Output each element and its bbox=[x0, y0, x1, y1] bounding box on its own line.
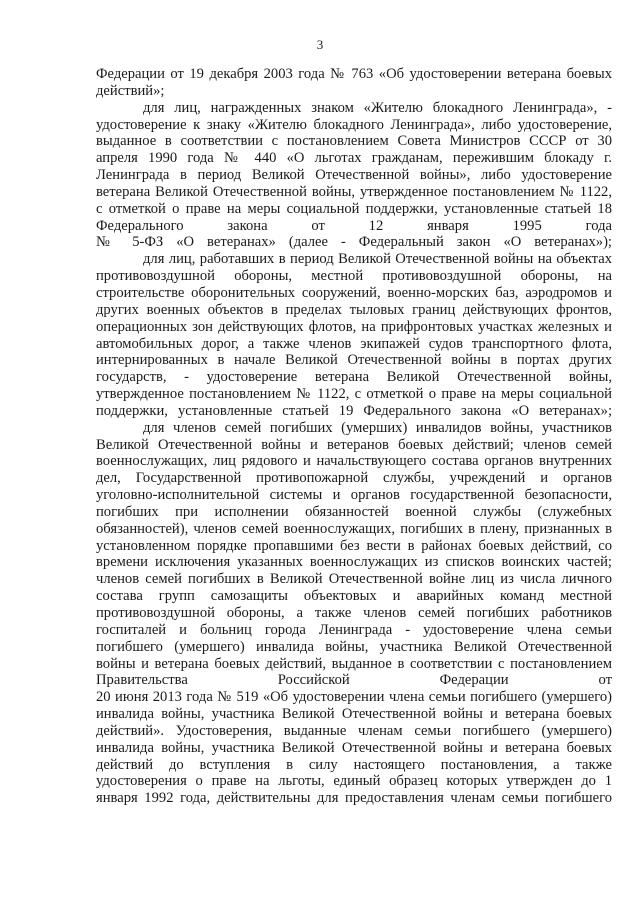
text-line: установленном порядке пропавшими без вести в районах боевых действий, со bbox=[96, 537, 612, 554]
text-line: дел, Государственной противопожарной службы, учреждений и органов bbox=[96, 470, 612, 487]
text-line: № 5-ФЗ «О ветеранах» (далее - Федеральный закон «О ветеранах»); bbox=[96, 234, 612, 251]
text-line: удостоверения о праве на льготы, единый образец которых утвержден до 1 bbox=[96, 773, 612, 790]
text-line: автомобильных дорог, а также членов экипажей судов транспортного флота, bbox=[96, 335, 612, 352]
text-line: удостоверение к знаку «Жителю блокадного Ленинграда», либо удостоверение, bbox=[96, 116, 612, 133]
text-line: войны и ветерана боевых действий, выданное в соответствии с постановлением bbox=[96, 655, 612, 672]
text-line: ветерана Великой Отечественной войны, утвержденное постановлением № 1122, bbox=[96, 183, 612, 200]
text-line: поддержки, установленные статьей 19 Федерального закона «О ветеранах»; bbox=[96, 402, 612, 419]
text-line: членов семей погибших в Великой Отечественной войне лиц из числа личного bbox=[96, 571, 612, 588]
text-line: операционных зон действующих флотов, на прифронтовых участках железных и bbox=[96, 318, 612, 335]
text-line: января 1992 года, действительны для предоставления членам семьи погибшего bbox=[96, 790, 612, 807]
text-line: 20 июня 2013 года № 519 «Об удостоверении члена семьи погибшего (умершего) bbox=[96, 689, 612, 706]
text-line: для лиц, работавших в период Великой Отечественной войны на объектах bbox=[143, 251, 612, 268]
text-line: Федерального закона от 12 января 1995 года bbox=[96, 217, 612, 234]
text-line: противовоздушной обороны, а также членов семей погибших работников bbox=[96, 605, 612, 621]
text-line: для лиц, награжденных знаком «Жителю блокадного Ленинграда», - bbox=[143, 99, 612, 116]
text-line: военнослужащих, лиц рядового и начальствующего состава органов внутренних bbox=[96, 453, 612, 470]
text-line: погибших при исполнении обязанностей военной службы (служебных bbox=[96, 503, 612, 520]
text-line: времени исключения указанных военнослужащих из списков воинских частей; bbox=[96, 554, 612, 571]
text-line: утвержденное постановлением № 1122, с отметкой о праве на меры социальной bbox=[96, 386, 612, 403]
text-line: состава групп самозащиты объектовых и аварийных команд местной bbox=[96, 588, 612, 605]
text-line: действий»; bbox=[96, 82, 165, 99]
text-line: противовоздушной обороны, местной противовоздушной обороны, на bbox=[96, 268, 612, 285]
page-number: 3 bbox=[316, 37, 324, 52]
text-line: уголовно-исполнительной системы и органов государственной безопасности, bbox=[96, 487, 612, 504]
text-line: Федерации от 19 декабря 2003 года № 763 «Об удостоверении ветерана боевых bbox=[96, 66, 612, 82]
document-body bbox=[96, 66, 612, 807]
text-line: Ленинграда в период Великой Отечественной войны», либо удостоверение bbox=[96, 167, 612, 184]
text-line: государств, - удостоверение ветерана Великой Отечественной войны, bbox=[96, 369, 612, 386]
text-line: Правительства Российской Федерации от bbox=[96, 672, 612, 689]
text-line: обязанностей), членов семей военнослужащих, погибших в плену, признанных в bbox=[96, 520, 612, 537]
text-line: инвалида войны, участника Великой Отечественной войны и ветерана боевых bbox=[96, 706, 612, 723]
text-line: действий до вступления в силу настоящего постановления, а также bbox=[96, 756, 612, 773]
text-line: погибшего (умершего) инвалида войны, участника Великой Отечественной bbox=[96, 638, 612, 655]
text-line: с отметкой о праве на меры социальной поддержки, установленные статьей 18 bbox=[96, 200, 612, 217]
text-line: других военных объектов в пределах тыловых границ действующих фронтов, bbox=[96, 301, 612, 318]
text-line: инвалида войны, участника Великой Отечественной войны и ветерана боевых bbox=[96, 739, 612, 756]
text-line: для членов семей погибших (умерших) инвалидов войны, участников bbox=[143, 419, 612, 436]
text-line: апреля 1990 года № 440 «О льготах гражданам, пережившим блокаду г. bbox=[96, 150, 612, 167]
text-line: выданное в соответствии с постановлением Совета Министров СССР от 30 bbox=[96, 133, 612, 150]
text-line: госпиталей и больниц города Ленинграда - удостоверение члена семьи bbox=[96, 621, 612, 638]
text-line: строительстве оборонительных сооружений, военно-морских баз, аэродромов и bbox=[96, 284, 612, 301]
text-line: Великой Отечественной войны и ветеранов боевых действий; членов семей bbox=[96, 436, 612, 453]
text-line: интернированных в начале Великой Отечественной войны в портах других bbox=[96, 352, 612, 369]
text-line: действий». Удостоверения, выданные членам семьи погибшего (умершего) bbox=[96, 722, 612, 739]
